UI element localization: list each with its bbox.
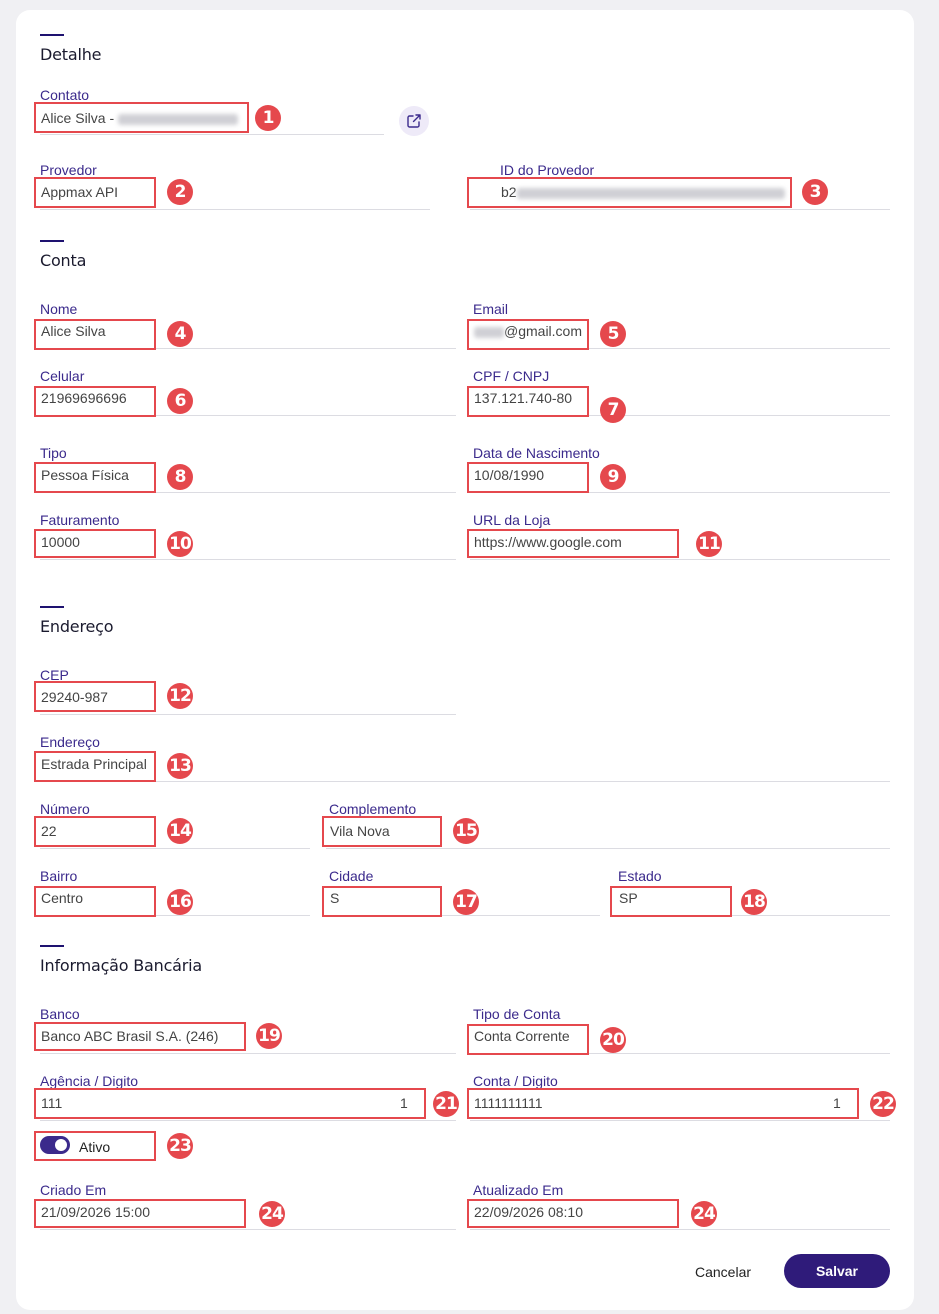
field-underline [40,134,384,135]
annotation-badge: 2 [167,179,193,205]
section-accent-bar [40,606,64,608]
atualizado-label: Atualizado Em [473,1182,564,1198]
estado-value[interactable]: SP [619,890,638,906]
nascimento-label: Data de Nascimento [473,445,600,461]
complemento-label: Complemento [329,801,417,817]
highlight-box [467,1024,589,1055]
annotation-badge: 4 [167,321,193,347]
nome-label: Nome [40,301,78,317]
bairro-label: Bairro [40,868,78,884]
annotation-badge: 9 [600,464,626,490]
highlight-box [34,319,156,350]
url-label: URL da Loja [473,512,551,528]
email-value: @gmail.com [504,323,583,339]
cidade-label: Cidade [329,868,374,884]
field-underline [40,714,456,715]
highlight-box [34,1199,246,1228]
endereco-value[interactable]: Estrada Principal [41,756,147,772]
banco-value[interactable]: Banco ABC Brasil S.A. (246) [41,1028,219,1044]
contato-label: Contato [40,87,90,103]
annotation-badge: 14 [167,818,193,844]
annotation-badge: 13 [167,753,193,779]
annotation-badge: 7 [600,397,626,423]
annotation-badge: 17 [453,889,479,915]
open-contact-button[interactable] [399,106,429,136]
field-underline [40,559,456,560]
cpf-value[interactable]: 137.121.740-80 [474,390,573,406]
cpf-label: CPF / CNPJ [473,368,550,384]
highlight-box [467,319,589,350]
highlight-box [34,816,156,847]
complemento-value[interactable]: Vila Nova [330,823,390,839]
contato-value: Alice Silva - [41,110,115,126]
annotation-badge: 1 [255,105,281,131]
atualizado-value[interactable]: 22/09/2026 08:10 [474,1204,583,1220]
highlight-box [34,386,156,417]
annotation-badge: 16 [167,889,193,915]
cep-label: CEP [40,667,69,683]
annotation-badge: 3 [802,179,828,205]
faturamento-value[interactable]: 10000 [41,534,80,550]
annotation-badge: 11 [696,531,722,557]
email-label: Email [473,301,509,317]
highlight-box [467,386,589,417]
celular-label: Celular [40,368,85,384]
field-underline [326,848,890,849]
provedor-value[interactable]: Appmax API [41,184,119,200]
numero-value[interactable]: 22 [41,823,57,839]
annotation-badge: 21 [433,1091,459,1117]
annotation-badge: 20 [600,1027,626,1053]
criado-value[interactable]: 21/09/2026 15:00 [41,1204,150,1220]
annotation-badge: 19 [256,1023,282,1049]
field-underline [40,781,890,782]
conta-label: Conta / Digito [473,1073,558,1089]
bairro-value[interactable]: Centro [41,890,84,906]
tipo-conta-value[interactable]: Conta Corrente [474,1028,570,1044]
highlight-box [467,177,792,208]
annotation-badge: 22 [870,1091,896,1117]
id-provedor-label: ID do Provedor [500,162,595,178]
tipo-label: Tipo [40,445,67,461]
highlight-box [34,529,156,558]
agencia-label: Agência / Digito [40,1073,139,1089]
section-accent-bar [40,240,64,242]
annotation-badge: 6 [167,388,193,414]
criado-label: Criado Em [40,1182,107,1198]
field-underline [40,1053,456,1054]
field-underline [470,1229,890,1230]
highlight-box [34,886,156,917]
banco-label: Banco [40,1006,80,1022]
annotation-badge: 24 [691,1201,717,1227]
section-title-bancaria: Informação Bancária [40,956,202,975]
annotation-badge: 23 [167,1133,193,1159]
section-accent-bar [40,945,64,947]
annotation-badge: 18 [741,889,767,915]
agencia-value[interactable]: 111 [41,1095,63,1111]
highlight-box [467,462,589,493]
tipo-value[interactable]: Pessoa Física [41,467,129,483]
highlight-box [34,1088,426,1119]
highlight-box [34,102,249,133]
highlight-box [467,1199,679,1228]
field-underline [40,848,310,849]
highlight-box [34,681,156,712]
section-title-conta: Conta [40,251,87,270]
field-underline [40,209,430,210]
field-underline [40,1229,456,1230]
highlight-box [322,816,442,847]
highlight-box [467,1088,859,1119]
highlight-box [34,1131,156,1161]
conta-value[interactable]: 1111111111 [474,1095,543,1111]
highlight-box [34,1022,246,1051]
nascimento-value[interactable]: 10/08/1990 [474,467,545,483]
cidade-value[interactable]: S [330,890,340,906]
annotation-badge: 8 [167,464,193,490]
annotation-badge: 15 [453,818,479,844]
save-button[interactable]: Salvar [784,1254,890,1288]
highlight-box [34,462,156,493]
estado-label: Estado [618,868,662,884]
cancel-button[interactable]: Cancelar [680,1257,766,1287]
highlight-box [610,886,732,917]
field-underline [470,209,890,210]
highlight-box [34,177,156,208]
agencia-digito[interactable]: 1 [400,1095,408,1111]
numero-label: Número [40,801,90,817]
annotation-badge: 5 [600,321,626,347]
section-accent-bar [40,34,64,36]
highlight-box [34,751,156,782]
section-title-endereco: Endereço [40,617,114,636]
tipo-conta-label: Tipo de Conta [473,1006,561,1022]
annotation-badge: 12 [167,683,193,709]
id-provedor-value: b2 [501,184,517,200]
field-underline [470,559,890,560]
section-title-detalhe: Detalhe [40,45,102,64]
ativo-label: Ativo [79,1139,111,1155]
highlight-box [467,529,679,558]
cep-value[interactable]: 29240-987 [41,689,108,705]
annotation-badge: 24 [259,1201,285,1227]
faturamento-label: Faturamento [40,512,120,528]
nome-value[interactable]: Alice Silva [41,323,106,339]
field-underline [470,1120,890,1121]
highlight-box [322,886,442,917]
annotation-badge: 10 [167,531,193,557]
celular-value[interactable]: 21969696696 [41,390,127,406]
provedor-label: Provedor [40,162,97,178]
field-underline [40,1120,456,1121]
url-value[interactable]: https://www.google.com [474,534,622,550]
conta-digito[interactable]: 1 [833,1095,841,1111]
external-link-icon [406,113,422,129]
endereco-label: Endereço [40,734,100,750]
